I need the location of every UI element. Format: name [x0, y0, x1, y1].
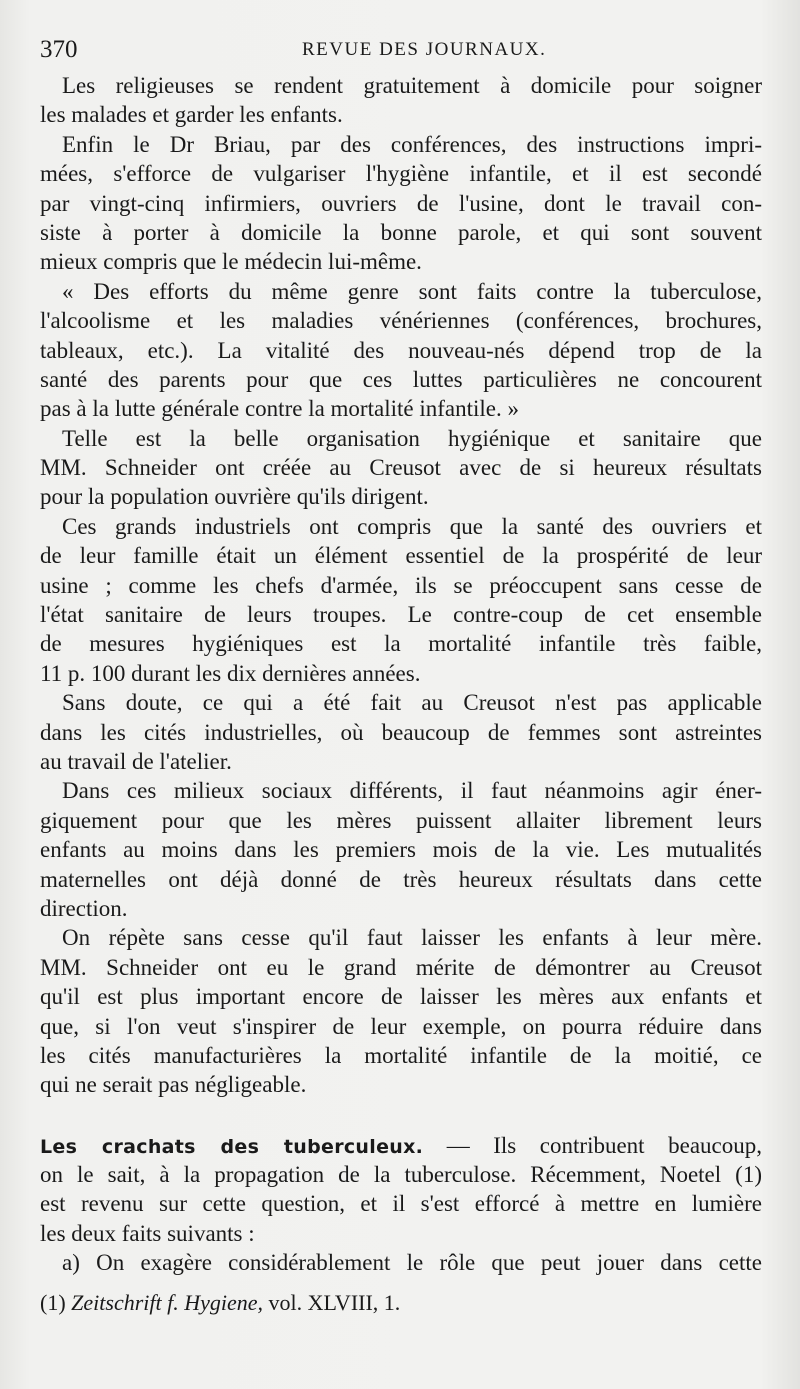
- text-line: qu'il est plus important encore de laisser les mères aux enfants et: [40, 984, 762, 1010]
- text-line: usine ; comme les chefs d'armée, ils se préoccupent sans cesse de: [40, 572, 762, 598]
- section-gap: [40, 1100, 762, 1131]
- text-line: de mesures hygiéniques est la mortalité infantile très faible,: [40, 631, 762, 657]
- text-line: Dans ces milieux sociaux différents, il faut néanmoins agir éner-: [62, 778, 762, 804]
- text-line: mieux compris que le médecin lui-même.: [40, 249, 422, 275]
- text-line: giquement pour que les mères puissent allaiter librement leurs: [40, 807, 762, 833]
- footnote: [40, 1290, 400, 1316]
- paragraph: [40, 688, 762, 776]
- text-line: les malades et garder les enfants.: [40, 102, 343, 128]
- page-header: [40, 36, 760, 66]
- text-line: On répète sans cesse qu'il faut laisser les enfants à leur mère.: [62, 925, 762, 951]
- text-line: siste à porter à domicile la bonne parole, et qui sont souvent: [40, 219, 762, 245]
- text-line: les cités manufacturières la mortalité infantile de la moitié, ce: [40, 1042, 762, 1068]
- footnote-rest: vol. XLVIII, 1.: [263, 1290, 401, 1315]
- text-line: tableaux, etc.). La vitalité des nouveau-nés dépend trop de la: [40, 337, 762, 363]
- text-line: dans les cités industrielles, où beaucoup de femmes sont astreintes: [40, 719, 762, 745]
- text-line: MM. Schneider ont créée au Creusot avec de si heureux résultats: [40, 455, 762, 481]
- text-line: direction.: [40, 895, 128, 921]
- text-line: par vingt-cinq infirmiers, ouvriers de l'usine, dont le travail con-: [40, 190, 762, 216]
- paragraph: [40, 776, 762, 923]
- text-line: enfants au moins dans les premiers mois de la vie. Les mutualités: [40, 837, 762, 863]
- footnote-journal: Zeitschrift f. Hygiene,: [71, 1290, 264, 1315]
- text-line: qui ne serait pas négligeable.: [40, 1072, 307, 1098]
- paragraph: [40, 424, 762, 512]
- section-tuberculeux: [40, 1131, 762, 1278]
- text-line: est revenu sur cette question, et il s'est efforcé à mettre en lumière: [40, 1191, 762, 1217]
- text-line: 11 p. 100 durant les dix dernières années.: [40, 660, 421, 686]
- text-line: que, si l'on veut s'inspirer de leur exemple, on pourra réduire dans: [40, 1013, 762, 1039]
- paragraph: [40, 923, 762, 1099]
- section-heading: Les crachats des tuberculeux.: [40, 1135, 424, 1158]
- text-line: les deux faits suivants :: [40, 1220, 255, 1246]
- text-line: Ces grands industriels ont compris que la santé des ouvriers et: [62, 513, 762, 539]
- running-head: REVUE DES JOURNAUX.: [302, 39, 547, 60]
- text-line: l'alcoolisme et les maladies vénériennes (conférences, brochures,: [40, 308, 762, 334]
- text-line: Telle est la belle organisation hygiénique et sanitaire que: [62, 425, 762, 451]
- text-line: Sans doute, ce qui a été fait au Creusot n'est pas applicable: [62, 690, 762, 716]
- text-line: maternelles ont déjà donné de très heureux résultats dans cette: [40, 866, 762, 892]
- text-line: « Des efforts du même genre sont faits contre la tuberculose,: [62, 278, 762, 304]
- footnote-marker: (1): [40, 1290, 72, 1315]
- section-first-line: [40, 1131, 762, 1160]
- paragraph: [40, 512, 762, 688]
- paragraph: [40, 71, 762, 130]
- text-line: MM. Schneider ont eu le grand mérite de démontrer au Creusot: [40, 954, 762, 980]
- text-line: Enfin le Dr Briau, par des conférences, des instructions impri-: [62, 131, 762, 157]
- body-text: [40, 71, 762, 1278]
- page-number: 370: [40, 36, 78, 63]
- text-line: au travail de l'atelier.: [40, 748, 232, 774]
- text-line: santé des parents pour que ces luttes particulières ne concourent: [40, 366, 762, 392]
- text-line: pour la population ouvrière qu'ils dirigent.: [40, 484, 429, 510]
- text-line: mées, s'efforce de vulgariser l'hygiène infantile, et il est secondé: [40, 161, 762, 187]
- text-line: on le sait, à la propagation de la tuberculose. Récemment, Noetel (1): [40, 1162, 762, 1188]
- paragraph: [40, 277, 762, 424]
- text-line: de leur famille était un élément essentiel de la prospérité de leur: [40, 543, 762, 569]
- text-line: l'état sanitaire de leurs troupes. Le contre-coup de cet ensemble: [40, 602, 762, 628]
- text-line: a) On exagère considérablement le rôle que peut jouer dans cette: [62, 1250, 762, 1276]
- paragraph: [40, 130, 762, 277]
- text-line: Les religieuses se rendent gratuitement à domicile pour soigner: [62, 73, 762, 98]
- section-heading-rest: — Ils contribuent beaucoup,: [423, 1132, 762, 1158]
- text-line: pas à la lutte générale contre la mortalité infantile. »: [40, 396, 519, 422]
